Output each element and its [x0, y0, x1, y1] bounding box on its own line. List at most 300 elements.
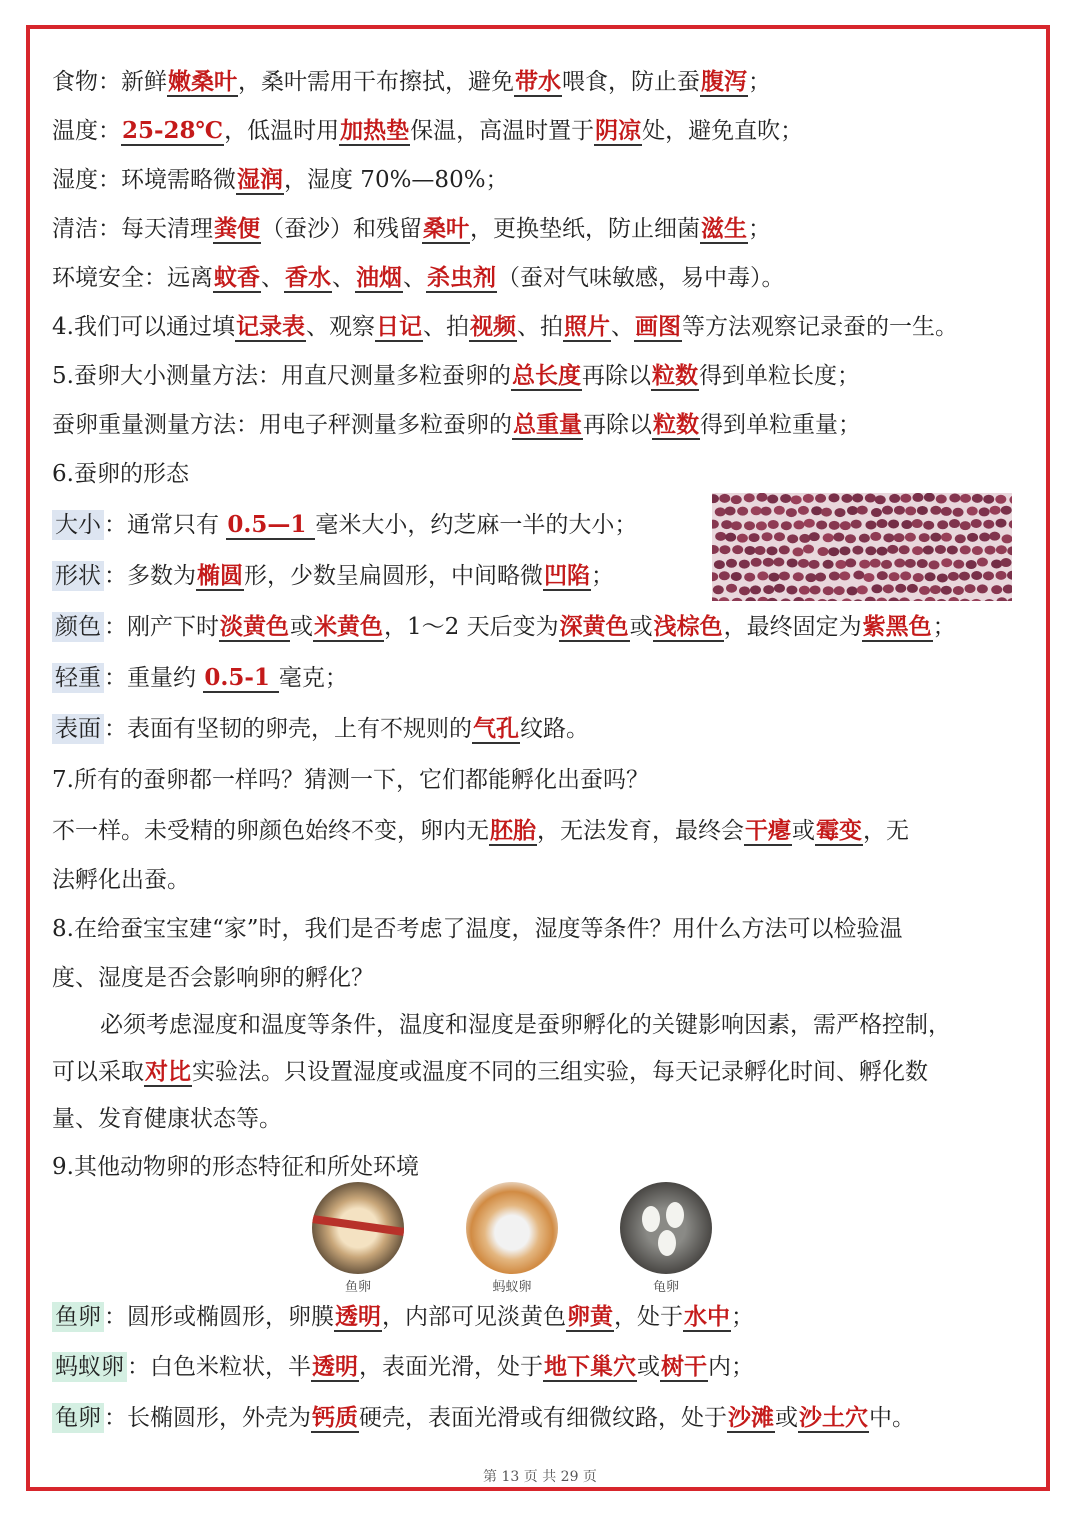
egg-dot [821, 508, 832, 517]
egg-dot [937, 520, 948, 529]
egg-dot [971, 571, 982, 580]
text-run: ：通常只有 [104, 512, 227, 538]
egg-dot [823, 560, 834, 569]
egg-dot [996, 571, 1007, 580]
egg-dot [744, 521, 755, 530]
keyword: 杀虫剂 [427, 264, 496, 291]
keyword: 深黄色 [559, 613, 629, 640]
text-run: 再除以 [581, 363, 651, 389]
egg-dot [865, 494, 876, 503]
egg-dot [894, 533, 905, 542]
egg-dot [756, 493, 767, 502]
egg-dot [894, 506, 905, 515]
egg-dot [719, 545, 730, 554]
egg-dot [781, 521, 792, 530]
text-line [52, 1152, 419, 1182]
text-run: 蚕卵重量测量方法：用电子秤测量多粒蚕卵的 [52, 412, 512, 438]
egg-dot [726, 584, 737, 593]
text-run: 得到单粒长度； [698, 363, 860, 389]
text-run: 量、发育健康状态等。 [52, 1106, 282, 1132]
egg-dot [731, 572, 742, 581]
text-run: 4.我们可以通过填 [52, 314, 235, 340]
egg-dot [1001, 558, 1012, 567]
egg-dot [966, 560, 977, 569]
text-line [52, 612, 956, 642]
egg-dot [967, 533, 978, 542]
keyword: 照片 [563, 313, 610, 340]
egg-dot [774, 532, 785, 541]
egg-dot [984, 599, 995, 601]
text-run: ：多数为 [104, 563, 196, 589]
egg-dot [870, 532, 881, 541]
text-run: ，更换垫纸，防止细菌 [470, 216, 700, 242]
text-run: 或 [290, 614, 313, 640]
egg-dot [930, 533, 941, 542]
egg-dot [983, 495, 994, 504]
text-run: 7.所有的蚕卵都一样吗？猜测一下，它们都能孵化出蚕吗？ [52, 767, 649, 793]
egg-dot [721, 520, 732, 529]
egg-dot [857, 506, 868, 515]
egg-dot [841, 494, 852, 503]
text-run: 不一样。未受精的卵颜色始终不变，卵内无 [52, 818, 489, 844]
text-run: 、 [403, 265, 426, 291]
egg-dot [845, 558, 856, 567]
egg-dot [841, 598, 852, 601]
text-line [52, 765, 649, 795]
keyword: 水中 [684, 1303, 730, 1330]
label-highlight: 大小 [52, 510, 104, 540]
egg-dot [757, 597, 768, 601]
egg-dot [979, 507, 990, 516]
egg-dot [751, 558, 762, 567]
keyword: 蚊香 [214, 264, 260, 291]
keyword: 0.5—1 [227, 511, 315, 538]
egg-dot [851, 520, 862, 529]
keyword: 湿润 [237, 166, 283, 193]
egg-dot [960, 521, 971, 530]
egg-dot [834, 586, 845, 595]
text-line [52, 865, 190, 895]
egg-dot [739, 560, 750, 569]
text-run: 8.在给蚕宝宝建“家”时，我们是否考虑了温度，湿度等条件？用什么方法可以检验温 [52, 916, 903, 942]
egg-dot [751, 506, 762, 515]
egg-dot [960, 494, 971, 503]
keyword: 画图 [634, 313, 681, 340]
egg-dot [791, 495, 802, 504]
egg-dot [887, 545, 898, 554]
egg-dot [803, 494, 814, 503]
text-run: 或 [637, 1354, 660, 1380]
text-run: 或 [792, 818, 815, 844]
text-run: ，湿度 70%—80%； [284, 167, 509, 193]
keyword: 干瘪 [745, 817, 791, 844]
egg-dot [712, 545, 719, 554]
text-run: 纹路。 [520, 716, 589, 742]
ant-egg-caption: 蚂蚁卵 [492, 1280, 532, 1295]
turtle-egg-caption: 龟卵 [652, 1280, 679, 1295]
keyword: 腹泻 [701, 68, 747, 95]
keyword: 滋生 [701, 215, 747, 242]
egg-dot [941, 507, 952, 516]
text-line [52, 410, 861, 440]
text-line [52, 663, 348, 693]
egg-dot [917, 506, 928, 515]
egg-dot [745, 597, 756, 601]
text-run: 6.蚕卵的形态 [52, 461, 189, 487]
keyword: 嫩桑叶 [168, 68, 237, 95]
egg-dot [919, 586, 930, 595]
egg-dot [726, 559, 737, 568]
text-line [52, 165, 509, 195]
egg-dot [889, 494, 900, 503]
egg-dot [883, 533, 894, 542]
keyword: 香水 [285, 264, 331, 291]
egg-dot [714, 560, 725, 569]
text-run: 必须考虑湿度和温度等条件，温度和湿度是蚕卵孵化的关键影响因素，需严格控制， [100, 1012, 951, 1038]
text-run: 毫克； [278, 665, 348, 691]
text-run: 、 [261, 265, 284, 291]
text-run: ：长椭圆形，外壳为 [104, 1405, 311, 1431]
text-run: ，低温时用 [224, 118, 340, 144]
text-run: ； [748, 216, 771, 242]
egg-dot [995, 495, 1006, 504]
egg-dot [787, 534, 798, 543]
egg-dot [853, 599, 864, 601]
egg-dot [941, 558, 952, 567]
egg-dot [923, 546, 934, 555]
text-run: 食物：新鲜 [52, 69, 167, 95]
egg-dot [845, 534, 856, 543]
keyword: 桑叶 [423, 215, 469, 242]
egg-dot [755, 546, 766, 555]
egg-dot [935, 545, 946, 554]
egg-dot [731, 521, 742, 530]
egg-dot [719, 494, 730, 503]
keyword: 总重量 [513, 411, 582, 438]
egg-dot [990, 506, 1001, 515]
fish-egg-photo [312, 1182, 404, 1274]
egg-dot [894, 559, 905, 568]
egg-dot [882, 506, 893, 515]
keyword: 米黄色 [314, 613, 383, 640]
egg-dot [875, 495, 886, 504]
egg-dot [857, 585, 868, 594]
egg-dot [762, 532, 773, 541]
text-run: ； [748, 69, 771, 95]
egg-dot [871, 584, 882, 593]
egg-dot [852, 493, 863, 502]
egg-dot [793, 520, 804, 529]
text-run: 喂食，防止蚕 [562, 69, 700, 95]
egg-dot [972, 546, 983, 555]
egg-dot [840, 521, 851, 530]
egg-dot [779, 545, 790, 554]
keyword: 地下巢穴 [544, 1353, 636, 1380]
text-line [52, 561, 614, 591]
keyword: 总长度 [511, 362, 581, 389]
egg-dot [979, 533, 990, 542]
egg-dot [761, 507, 772, 516]
keyword: 粒数 [651, 362, 698, 389]
turtle-egg-photo [620, 1182, 712, 1274]
keyword: 钙质 [312, 1404, 358, 1431]
text-run: ：重量约 [104, 665, 204, 691]
label-highlight: 轻重 [52, 663, 104, 693]
text-line [52, 459, 189, 489]
keyword: 日记 [375, 313, 422, 340]
egg-dot [907, 584, 918, 593]
egg-dot [719, 571, 730, 580]
egg-dot [983, 520, 994, 529]
egg-dot [749, 533, 760, 542]
keyword: 粪便 [214, 215, 260, 242]
keyword: 25-28℃ [122, 117, 224, 144]
text-line [52, 214, 771, 244]
egg-dot [936, 495, 947, 504]
egg-dot [948, 597, 959, 601]
text-run: 硬壳，表面光滑或有细微纹路，处于 [359, 1405, 727, 1431]
silkworm-eggs-photo [712, 493, 1012, 601]
text-run: 环境安全：远离 [52, 265, 213, 291]
keyword: 树干 [661, 1353, 707, 1380]
egg-dot [924, 493, 935, 502]
egg-dot [780, 598, 791, 601]
text-run: ：白色米粒状，半 [127, 1354, 311, 1380]
egg-dot [960, 545, 971, 554]
egg-dot [757, 571, 768, 580]
text-run: ：表面有坚韧的卵壳，上有不规则的 [104, 716, 472, 742]
text-line [52, 116, 803, 146]
egg-dot [953, 586, 964, 595]
egg-dot [737, 534, 748, 543]
egg-dot [953, 560, 964, 569]
label-highlight: 形状 [52, 561, 104, 591]
egg-dot [798, 559, 809, 568]
egg-dot [905, 533, 916, 542]
egg-dot [732, 545, 743, 554]
egg-dot [828, 547, 839, 556]
egg-dot [786, 585, 797, 594]
egg-dot [949, 493, 960, 502]
text-run: ，内部可见淡黄色 [382, 1304, 566, 1330]
egg-dot [888, 519, 899, 528]
keyword: 沙土穴 [799, 1404, 868, 1431]
egg-dot [805, 573, 816, 582]
text-line [52, 714, 589, 744]
egg-dot [763, 585, 774, 594]
egg-dot [859, 534, 870, 543]
egg-dot [835, 560, 846, 569]
text-run: ； [591, 563, 614, 589]
text-run: （蚕对气味敏感，易中毒）。 [497, 265, 785, 291]
egg-dot [900, 494, 911, 503]
egg-dot [816, 520, 827, 529]
keyword: 油烟 [356, 264, 402, 291]
egg-dot [737, 507, 748, 516]
egg-dot [900, 571, 911, 580]
keyword: 霉变 [816, 817, 862, 844]
egg-dot [739, 586, 750, 595]
text-line [52, 1057, 928, 1087]
egg-dot [1009, 520, 1012, 529]
keyword: 透明 [312, 1353, 358, 1380]
text-run: 得到单粒重量； [700, 412, 861, 438]
egg-dot [929, 560, 940, 569]
egg-dot [793, 597, 804, 601]
egg-dot [774, 506, 785, 515]
egg-dot [725, 533, 736, 542]
egg-dot [767, 495, 778, 504]
egg-dot [829, 493, 840, 502]
text-run: ，处于 [614, 1304, 683, 1330]
egg-dot [804, 598, 815, 601]
egg-dot [786, 508, 797, 517]
egg-dot [1003, 585, 1012, 594]
egg-dot [965, 584, 976, 593]
text-run: ，无 [863, 818, 909, 844]
egg-dot [773, 558, 784, 567]
egg-dot [865, 520, 876, 529]
egg-dot [823, 533, 834, 542]
egg-dot [899, 597, 910, 601]
egg-dot [996, 597, 1007, 601]
egg-dot [865, 597, 876, 601]
egg-dot [809, 532, 820, 541]
keyword: 椭圆 [197, 562, 243, 589]
keyword: 胚胎 [490, 817, 536, 844]
egg-dot [793, 547, 804, 556]
egg-dot [725, 506, 736, 515]
text-line [52, 963, 374, 993]
egg-dot [941, 586, 952, 595]
egg-dot [967, 507, 978, 516]
egg-dot [767, 546, 778, 555]
keyword: 0.5-1 [204, 664, 278, 691]
keyword: 紫黑色 [862, 613, 932, 640]
text-line [52, 1010, 951, 1040]
egg-dot [947, 545, 958, 554]
egg-dot [877, 519, 888, 528]
egg-dot [712, 520, 719, 529]
text-line [52, 263, 785, 293]
keyword: 记录表 [235, 313, 305, 340]
egg-dot [780, 494, 791, 503]
text-run: 清洁：每天清理 [52, 216, 213, 242]
egg-dot [917, 559, 928, 568]
text-run: 毫米大小，约芝麻一半的大小； [315, 512, 638, 538]
egg-dot [905, 559, 916, 568]
egg-dot [972, 494, 983, 503]
egg-dot [799, 586, 810, 595]
label-highlight: 鱼卵 [52, 1302, 104, 1332]
keyword: 对比 [145, 1058, 191, 1085]
text-line [52, 67, 771, 97]
egg-dot [971, 519, 982, 528]
egg-dot [715, 532, 726, 541]
egg-dot [865, 546, 876, 555]
egg-dot [977, 584, 988, 593]
egg-dot [899, 545, 910, 554]
text-line [52, 361, 860, 391]
egg-dot [817, 547, 828, 556]
keyword: 沙滩 [728, 1404, 774, 1431]
egg-dot [991, 559, 1002, 568]
egg-dot [804, 519, 815, 528]
text-run: 或 [775, 1405, 798, 1431]
egg-dot [1001, 506, 1012, 515]
egg-dot [995, 519, 1006, 528]
egg-dot [768, 520, 779, 529]
egg-dot [985, 546, 996, 555]
egg-dot [1007, 598, 1012, 601]
text-run: 再除以 [583, 412, 652, 438]
keyword: 淡黄色 [220, 613, 289, 640]
egg-dot [803, 545, 814, 554]
egg-dot [712, 572, 718, 581]
egg-dot [1007, 546, 1012, 555]
egg-dot [834, 508, 845, 517]
text-run: ：圆形或椭圆形，卵膜 [104, 1304, 334, 1330]
egg-dot [1007, 571, 1012, 580]
egg-dot [799, 534, 810, 543]
egg-dot [1002, 534, 1012, 543]
keyword: 透明 [335, 1303, 381, 1330]
egg-dot [713, 585, 724, 594]
egg-dot [959, 599, 970, 601]
egg-dot [912, 519, 923, 528]
text-run: （蚕沙）和残留 [261, 216, 422, 242]
text-run: 、观察 [305, 314, 375, 340]
keyword: 加热垫 [340, 117, 410, 144]
egg-dot [905, 506, 916, 515]
egg-dot [953, 508, 964, 517]
egg-dot [768, 573, 779, 582]
egg-dot [889, 572, 900, 581]
ant-egg-photo [466, 1182, 558, 1274]
egg-dot [852, 546, 863, 555]
egg-dot [941, 533, 952, 542]
text-line [52, 1352, 754, 1382]
text-run: ，最终固定为 [723, 614, 862, 640]
label-highlight: 龟卵 [52, 1403, 104, 1433]
egg-dot [750, 585, 761, 594]
egg-dot [815, 494, 826, 503]
egg-dot [719, 597, 730, 601]
egg-dot [959, 572, 970, 581]
keyword: 气孔 [473, 715, 519, 742]
text-run: ，桑叶需用干布擦拭，避免 [238, 69, 514, 95]
egg-dot [870, 559, 881, 568]
egg-dot [877, 547, 888, 556]
text-run: 保温，高温时置于 [410, 118, 595, 144]
egg-dot [913, 573, 924, 582]
page-footer: 第 13 页 共 29 页 [483, 1469, 597, 1485]
text-line [52, 816, 909, 846]
label-highlight: 颜色 [52, 612, 104, 642]
egg-dot [811, 506, 822, 515]
egg-dot [827, 599, 838, 601]
egg-dot [1009, 495, 1012, 504]
text-run: ，无法发育，最终会 [537, 818, 744, 844]
egg-dot [876, 598, 887, 601]
egg-dot [912, 493, 923, 502]
keyword: 视频 [469, 313, 516, 340]
egg-dot [863, 573, 874, 582]
egg-dot [930, 585, 941, 594]
egg-dot [948, 572, 959, 581]
egg-dot [925, 597, 936, 601]
egg-dot [913, 599, 924, 601]
